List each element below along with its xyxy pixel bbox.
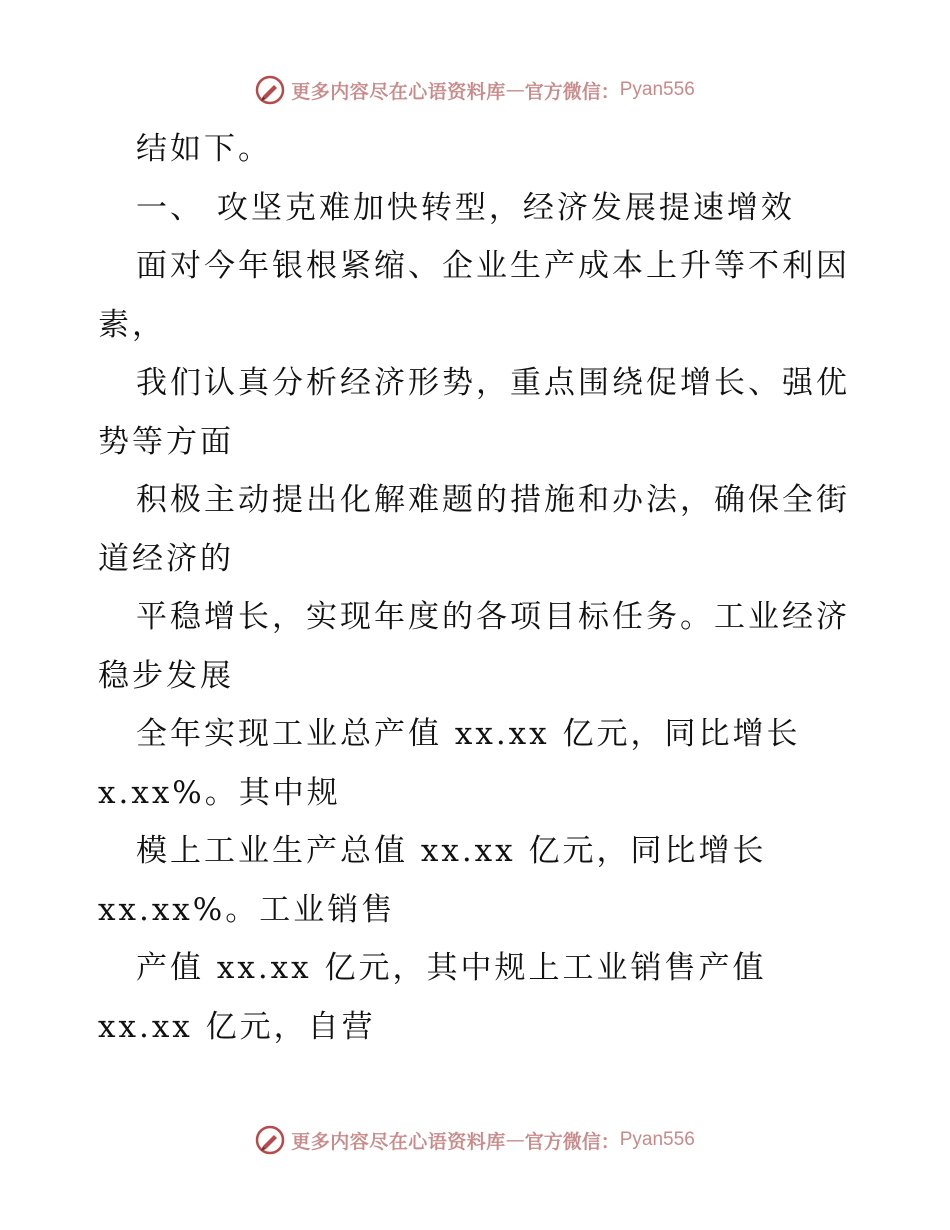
banner-text: 更多内容尽在心语资料库	[291, 80, 506, 103]
header-banner	[0, 70, 950, 110]
banner-dash: —	[505, 1129, 525, 1151]
banner-wechat-id: Pyan556	[619, 1129, 695, 1150]
text-line: 产值 xx.xx 亿元，其中规上工业销售产值	[136, 950, 767, 986]
text-line: 我们认真分析经济形势，重点围绕促增长、强优	[136, 365, 850, 401]
pen-logo-icon	[255, 75, 285, 105]
text-line: 道经济的	[98, 540, 234, 577]
text-line: x.xx%。其中规	[98, 774, 341, 811]
pen-logo-icon	[255, 1125, 285, 1155]
section-heading: 一、 攻坚克难加快转型，经济发展提速增效	[136, 189, 795, 226]
text-line: 势等方面	[98, 423, 234, 460]
banner-dash: —	[505, 79, 525, 101]
text-line: 结如下。	[136, 131, 272, 167]
text-line: 素，	[98, 306, 166, 343]
banner-wechat-id: Pyan556	[619, 79, 695, 100]
text-line: 模上工业生产总值 xx.xx 亿元，同比增长	[136, 833, 767, 869]
banner-wechat-label: 官方微信：	[524, 80, 620, 103]
banner-wechat-label: 官方微信：	[524, 1130, 620, 1153]
text-line: 面对今年银根紧缩、企业生产成本上升等不利因	[136, 248, 850, 284]
text-line: 积极主动提出化解难题的措施和办法，确保全街	[136, 482, 850, 518]
text-line: 平稳增长，实现年度的各项目标任务。工业经济	[136, 599, 850, 635]
text-line: 稳步发展	[98, 657, 234, 694]
banner-text: 更多内容尽在心语资料库	[291, 1130, 506, 1153]
text-line: xx.xx 亿元，自营	[98, 1008, 376, 1045]
footer-banner	[0, 1120, 950, 1160]
text-line: xx.xx%。工业销售	[98, 891, 396, 928]
text-line: 全年实现工业总产值 xx.xx 亿元，同比增长	[136, 716, 801, 752]
document-body	[98, 120, 858, 1056]
